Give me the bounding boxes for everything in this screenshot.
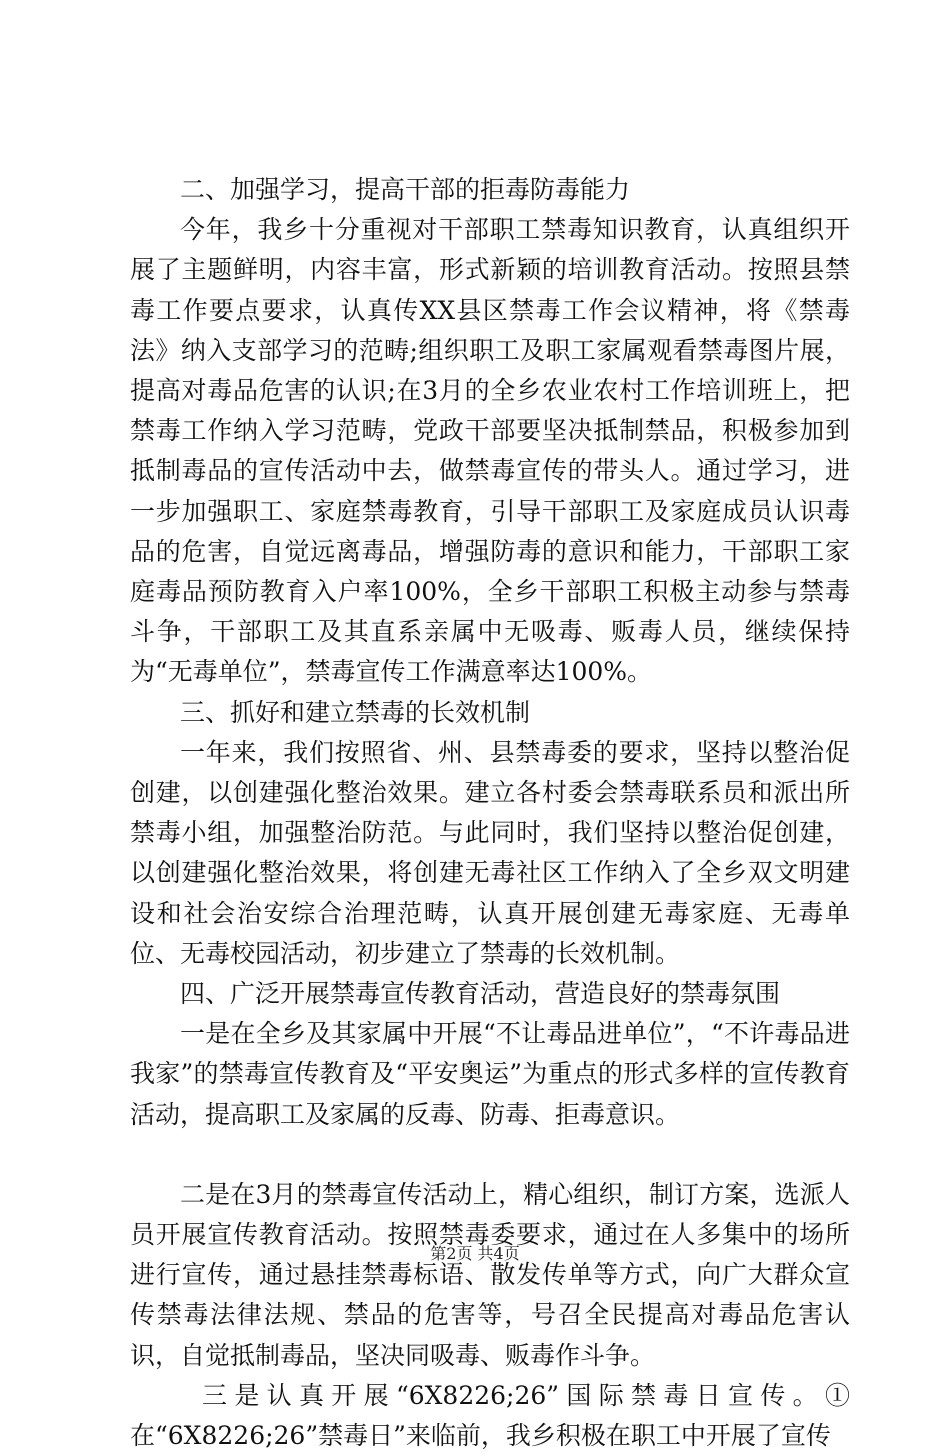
body-paragraph: 一年来，我们按照省、州、县禁毒委的要求，坚持以整治促创建，以创建强化整治效果。建立各村委会禁毒联系员和派出所禁毒小组，加强整治防范。与此同时，我们坚持以整治促创建，以创建强化整治效果，将创建无毒社区工作纳入了全乡双文明建设和社会治安综合治理范畴，认真开展创建无毒家庭、无毒单位、无毒校园活动，初步建立了禁毒的长效机制。 bbox=[130, 737, 850, 968]
section-heading-2: 二、加强学习，提高干部的拒毒防毒能力 bbox=[180, 175, 631, 204]
body-paragraph: 今年，我乡十分重视对干部职工禁毒知识教育，认真组织开展了主题鲜明，内容丰富，形式新颖的培训教育活动。按照县禁毒工作要点要求，认真传XX县区禁毒工作会议精神，将《禁毒法》纳入支部学习的范畴;组织职工及职工家属观看禁毒图片展，提高对毒品危害的认识;在3月的全乡农业农村工作培训班上，把禁毒工作纳入学习范畴，党政干部要坚决抵制禁品，积极参加到抵制毒品的宣传活动中去，做禁毒宣传的带头人。通过学习，进一步加强职工、家庭禁毒教育，引导干部职工及家庭成员认识毒品的危害，自觉远离毒品，增强防毒的意识和能力，干部职工家庭毒品预防教育入户率100%，全乡干部职工积极主动参与禁毒斗争，干部职工及其直系亲属中无吸毒、贩毒人员，继续保持为“无毒单位”，禁毒宣传工作满意率达100%。 bbox=[130, 215, 850, 687]
section-heading-3: 三、抓好和建立禁毒的长效机制 bbox=[180, 697, 531, 727]
body-paragraph: 三是认真开展“6X8226;26”国际禁毒日宣传。①在“6X8226;26”禁毒日”来临前，我乡积极在职工中开展了宣传 bbox=[130, 1380, 850, 1451]
body-paragraph: 一是在全乡及其家属中开展“不让毒品进单位”，“不许毒品进我家”的禁毒宣传教育及“平安奥运”为重点的形式多样的宣传教育活动，提高职工及家属的反毒、防毒、拒毒意识。 bbox=[130, 1019, 850, 1129]
section-heading-4: 四、广泛开展禁毒宣传教育活动，营造良好的禁毒氛围 bbox=[180, 979, 781, 1009]
body-paragraph: 二是在3月的禁毒宣传活动上，精心组织，制订方案，选派人员开展宣传教育活动。按照禁毒委要求，通过在人多集中的场所进行宣传，通过悬挂禁毒标语、散发传单等方式，向广大群众宣传禁毒法律法规、禁品的危害等，号召全民提高对毒品危害认识，自觉抵制毒品，坚决同吸毒、贩毒作斗争。 bbox=[130, 1179, 850, 1370]
page-number-footer: 第2页 共4页 bbox=[430, 1244, 520, 1263]
